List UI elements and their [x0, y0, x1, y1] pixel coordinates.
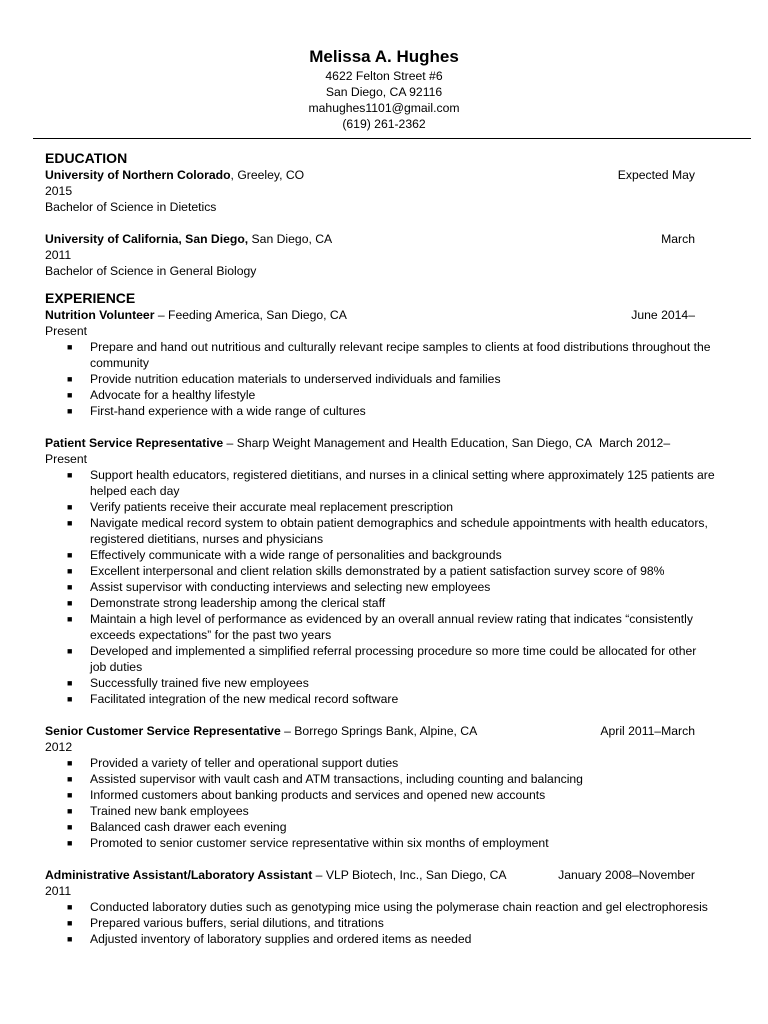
- list-item: ■ Excellent interpersonal and client relation skills demonstrated by a patient satisfaction survey score of 98%: [67, 564, 665, 578]
- job-date: March 2012–: [598, 436, 671, 450]
- job-date-wrap: 2011: [45, 884, 72, 898]
- list-item: ■ Trained new bank employees: [67, 804, 249, 818]
- list-item: ■ Facilitated integration of the new medical record software: [67, 692, 399, 706]
- bullet-icon: ■: [67, 614, 73, 624]
- school-name: University of California, San Diego,: [45, 232, 249, 246]
- address-line-2: San Diego, CA 92116: [325, 85, 443, 99]
- education-date-wrap: 2015: [45, 184, 73, 198]
- list-item: ■ Prepare and hand out nutritious and culturally relevant recipe samples to clients at food distributions throughout the community: [67, 340, 711, 370]
- employer: – Borrego Springs Bank, Alpine, CA: [280, 724, 478, 738]
- job-date-wrap: Present: [45, 452, 88, 466]
- experience-entry: [45, 723, 715, 851]
- list-item: ■ Developed and implemented a simplified referral processing procedure so more time could be allocated for other job duties: [67, 644, 697, 674]
- education-entry: [45, 167, 715, 215]
- experience-heading: EXPERIENCE: [45, 290, 136, 306]
- job-title: Senior Customer Service Representative: [45, 724, 281, 738]
- resume-header: [0, 46, 768, 132]
- employer: – Sharp Weight Management and Health Education, San Diego, CA: [223, 436, 593, 450]
- header-divider: [33, 138, 751, 139]
- list-item: ■ Demonstrate strong leadership among the clerical staff: [67, 596, 386, 610]
- bullet-icon: ■: [67, 774, 73, 784]
- list-item: ■ First-hand experience with a wide range of cultures: [67, 404, 366, 418]
- bullet-icon: ■: [67, 934, 73, 944]
- bullet-icon: ■: [67, 374, 73, 384]
- bullet-icon: ■: [67, 566, 73, 576]
- degree: Bachelor of Science in General Biology: [45, 264, 257, 278]
- bullet-icon: ■: [67, 342, 73, 352]
- list-item: ■ Effectively communicate with a wide range of personalities and backgrounds: [67, 548, 502, 562]
- applicant-name: Melissa A. Hughes: [309, 47, 459, 66]
- education-entry: [45, 231, 715, 279]
- school-location: , Greeley, CO: [230, 168, 305, 182]
- bullet-icon: ■: [67, 390, 73, 400]
- resume-body: [45, 149, 715, 947]
- list-item: ■ Prepared various buffers, serial dilutions, and titrations: [67, 916, 384, 930]
- list-item: ■ Support health educators, registered dietitians, and nurses in a clinical setting where approximately 125 patients are helped each day: [67, 468, 715, 498]
- bullet-icon: ■: [67, 918, 73, 928]
- degree: Bachelor of Science in Dietetics: [45, 200, 217, 214]
- job-date-wrap: 2012: [45, 740, 73, 754]
- experience-entry: [45, 435, 715, 707]
- duty-list: [45, 339, 715, 419]
- list-item: ■ Balanced cash drawer each evening: [67, 820, 287, 834]
- bullet-icon: ■: [67, 598, 73, 608]
- list-item: ■ Conducted laboratory duties such as genotyping mice using the polymerase chain reaction and gel electrophoresis: [67, 900, 708, 914]
- education-date: Expected May: [617, 168, 695, 182]
- experience-entry: [45, 307, 715, 419]
- bullet-icon: ■: [67, 902, 73, 912]
- list-item: ■ Promoted to senior customer service representative within six months of employment: [67, 836, 549, 850]
- bullet-icon: ■: [67, 758, 73, 768]
- list-item: ■ Informed customers about banking products and services and opened new accounts: [67, 788, 546, 802]
- school-location: San Diego, CA: [248, 232, 333, 246]
- experience-entry: [45, 867, 715, 947]
- bullet-icon: ■: [67, 790, 73, 800]
- bullet-icon: ■: [67, 694, 73, 704]
- bullet-icon: ■: [67, 678, 73, 688]
- list-item: ■ Provide nutrition education materials to underserved individuals and families: [67, 372, 501, 386]
- bullet-icon: ■: [67, 406, 73, 416]
- email: mahughes1101@gmail.com: [308, 101, 460, 115]
- bullet-icon: ■: [67, 822, 73, 832]
- list-item: ■ Assist supervisor with conducting interviews and selecting new employees: [67, 580, 491, 594]
- bullet-icon: ■: [67, 582, 73, 592]
- list-item: ■ Successfully trained five new employees: [67, 676, 309, 690]
- duty-list: [45, 467, 715, 707]
- education-date: March: [661, 232, 695, 246]
- list-item: ■ Adjusted inventory of laboratory supplies and ordered items as needed: [67, 932, 472, 946]
- duty-list: [45, 899, 715, 947]
- job-date-wrap: Present: [45, 324, 88, 338]
- job-title: Nutrition Volunteer: [45, 308, 155, 322]
- job-title: Patient Service Representative: [45, 436, 224, 450]
- bullet-icon: ■: [67, 518, 73, 528]
- bullet-icon: ■: [67, 470, 73, 480]
- job-date: April 2011–March: [600, 724, 695, 738]
- job-title: Administrative Assistant/Laboratory Assistant: [45, 868, 313, 882]
- job-date: January 2008–November: [558, 868, 695, 882]
- list-item: ■ Verify patients receive their accurate meal replacement prescription: [67, 500, 454, 514]
- education-heading: EDUCATION: [45, 150, 128, 166]
- bullet-icon: ■: [67, 806, 73, 816]
- employer: – Feeding America, San Diego, CA: [154, 308, 347, 322]
- list-item: ■ Navigate medical record system to obtain patient demographics and schedule appointments with health educators, registered dietitians, nurses and physicians: [67, 516, 708, 546]
- bullet-icon: ■: [67, 502, 73, 512]
- list-item: ■ Advocate for a healthy lifestyle: [67, 388, 256, 402]
- address-line-1: 4622 Felton Street #6: [325, 69, 443, 83]
- education-date-wrap: 2011: [45, 248, 72, 262]
- job-date: June 2014–: [631, 308, 695, 322]
- phone: (619) 261-2362: [342, 117, 426, 131]
- bullet-icon: ■: [67, 550, 73, 560]
- employer: – VLP Biotech, Inc., San Diego, CA: [312, 868, 507, 882]
- list-item: ■ Provided a variety of teller and operational support duties: [67, 756, 399, 770]
- bullet-icon: ■: [67, 646, 73, 656]
- list-item: ■ Assisted supervisor with vault cash and ATM transactions, including counting and balancing: [67, 772, 583, 786]
- duty-list: [45, 755, 715, 851]
- list-item: ■ Maintain a high level of performance as evidenced by an overall annual review rating that indicates “consistently exceeds expectations” for the past two years: [67, 612, 693, 642]
- school-name: University of Northern Colorado: [45, 168, 231, 182]
- bullet-icon: ■: [67, 838, 73, 848]
